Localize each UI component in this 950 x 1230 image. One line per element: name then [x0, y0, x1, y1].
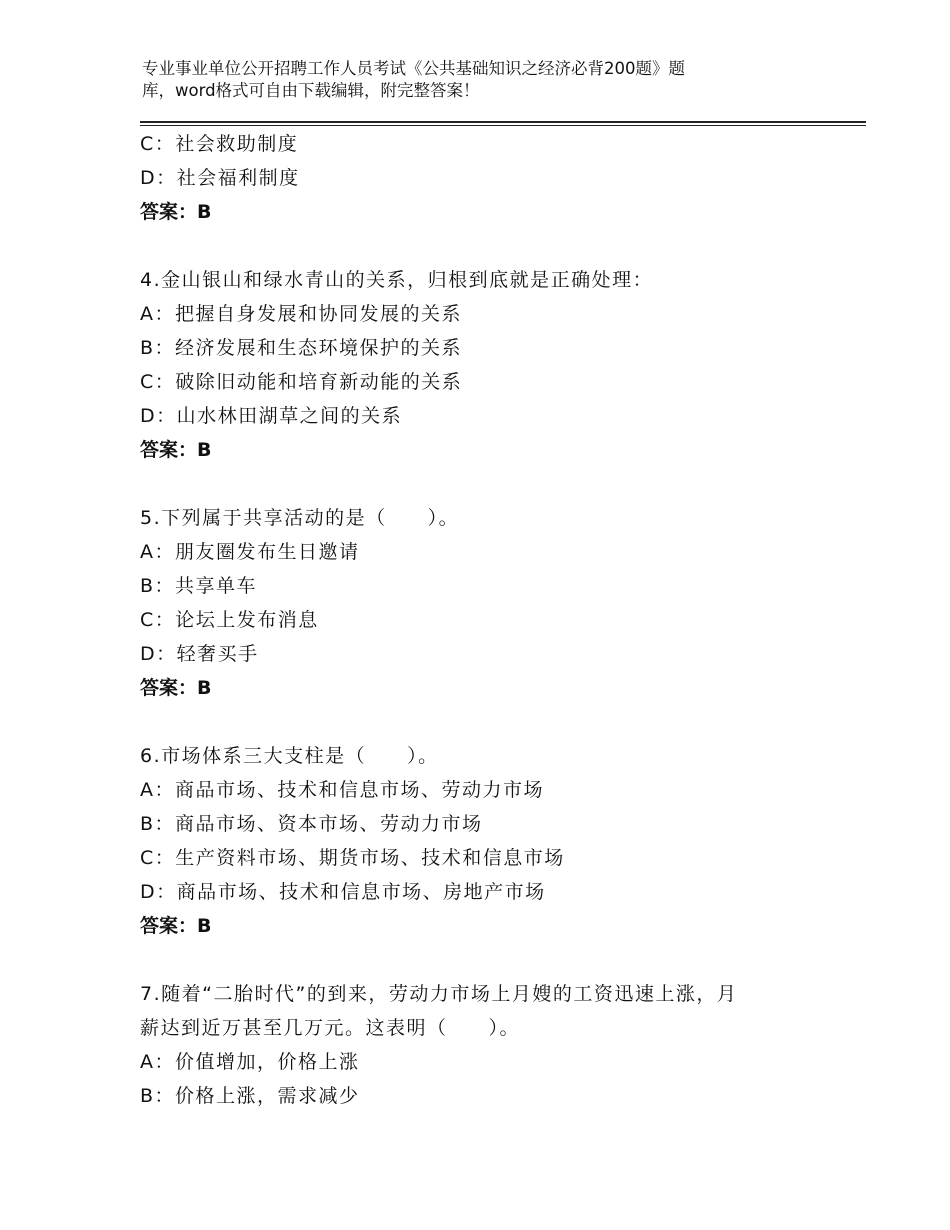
header-line-2: 库，word格式可自由下载编辑，附完整答案！ — [142, 81, 480, 100]
option-b: B：商品市场、资本市场、劳动力市场 — [140, 813, 483, 835]
option-c: C：社会救助制度 — [140, 133, 299, 155]
answer: 答案：B — [140, 677, 212, 699]
option-c: C：破除旧动能和培育新动能的关系 — [140, 371, 463, 393]
option-b: B：价格上涨，需求减少 — [140, 1085, 360, 1107]
option-c: C：生产资料市场、期货市场、技术和信息市场 — [140, 847, 565, 869]
page-header — [142, 58, 782, 102]
answer: 答案：B — [140, 201, 212, 223]
option-b: B：共享单车 — [140, 575, 258, 597]
option-d: D：轻奢买手 — [140, 643, 259, 665]
option-d: D：社会福利制度 — [140, 167, 300, 189]
header-rule-thin — [140, 125, 866, 126]
question-stem-line-2: 薪达到近万甚至几万元。这表明（ ）。 — [140, 1017, 521, 1039]
option-a: A：朋友圈发布生日邀请 — [140, 541, 360, 563]
question-stem: 5.下列属于共享活动的是（ ）。 — [140, 507, 460, 529]
question-list — [140, 127, 840, 1113]
option-c: C：论坛上发布消息 — [140, 609, 319, 631]
header-line-1: 专业事业单位公开招聘工作人员考试《公共基础知识之经济必背200题》题 — [142, 59, 685, 78]
question-stem-line-1: 7.随着“二胎时代”的到来，劳动力市场上月嫂的工资迅速上涨，月 — [140, 983, 738, 1005]
option-a: A：价值增加，价格上涨 — [140, 1051, 360, 1073]
option-d: D：商品市场、技术和信息市场、房地产市场 — [140, 881, 546, 903]
option-d: D：山水林田湖草之间的关系 — [140, 405, 403, 427]
question-stem: 4.金山银山和绿水青山的关系，归根到底就是正确处理： — [140, 269, 654, 291]
answer: 答案：B — [140, 915, 212, 937]
question-4 — [140, 263, 840, 467]
option-a: A：商品市场、技术和信息市场、劳动力市场 — [140, 779, 544, 801]
question-7 — [140, 977, 840, 1113]
option-a: A：把握自身发展和协同发展的关系 — [140, 303, 462, 325]
header-rule-thick — [140, 121, 866, 123]
question-stem: 6.市场体系三大支柱是（ ）。 — [140, 745, 439, 767]
option-b: B：经济发展和生态环境保护的关系 — [140, 337, 463, 359]
question-5 — [140, 501, 840, 705]
question-3-tail — [140, 127, 840, 229]
question-6 — [140, 739, 840, 943]
answer: 答案：B — [140, 439, 212, 461]
